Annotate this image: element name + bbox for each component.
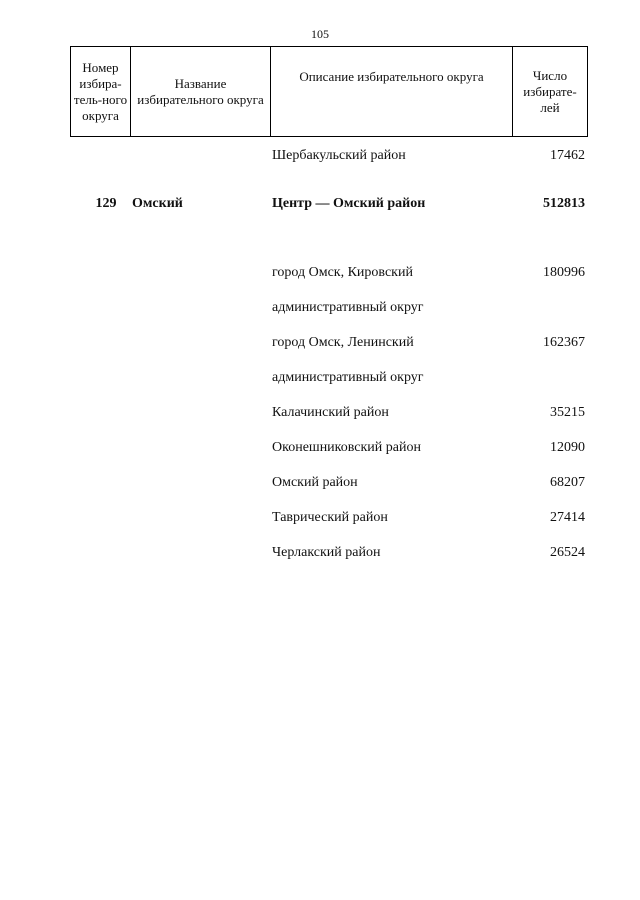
table-header	[70, 46, 588, 137]
header-district-number	[71, 47, 131, 137]
district-description: Центр — Омский район	[272, 196, 426, 211]
district-description: Калачинский район	[272, 405, 389, 420]
district-number: 129	[95, 196, 117, 211]
voters-count: 180996	[543, 265, 585, 280]
district-description: административный округ	[272, 300, 424, 315]
district-description: Омский район	[272, 475, 358, 490]
district-description: Оконешниковский район	[272, 440, 421, 455]
voters-count: 162367	[543, 335, 585, 350]
voters-count: 35215	[550, 405, 585, 420]
table-row	[0, 146, 640, 166]
voters-count: 12090	[550, 440, 585, 455]
voters-count: 26524	[550, 545, 585, 560]
table-row	[0, 194, 640, 214]
district-name: Омский	[132, 196, 183, 211]
header-voters-count	[513, 47, 588, 137]
district-description: административный округ	[272, 370, 424, 385]
table-row	[0, 508, 640, 528]
voters-count: 512813	[543, 196, 585, 211]
voters-count: 17462	[550, 148, 585, 163]
header-district-name-label: Название избирательного округа	[137, 75, 264, 107]
table-row	[0, 368, 640, 388]
district-description: Таврический район	[272, 510, 388, 525]
table-row	[0, 298, 640, 318]
voters-count: 27414	[550, 510, 585, 525]
voters-count: 68207	[550, 475, 585, 490]
table-row	[0, 403, 640, 423]
header-district-name	[131, 47, 271, 137]
table-row	[0, 438, 640, 458]
header-district-number-label: Номер избира-тель-ного округа	[73, 59, 128, 123]
district-description: Черлакский район	[272, 545, 381, 560]
header-district-description	[271, 47, 513, 137]
table-row	[0, 473, 640, 493]
header-voters-count-label: Число избирате-лей	[523, 67, 577, 115]
page-number: 105	[311, 27, 329, 41]
district-description: город Омск, Ленинский	[272, 335, 414, 350]
district-description: Шербакульский район	[272, 148, 406, 163]
table-row	[0, 263, 640, 283]
table-row	[0, 543, 640, 563]
table-row	[0, 333, 640, 353]
district-description: город Омск, Кировский	[272, 265, 413, 280]
header-district-description-label: Описание избирательного округа	[299, 69, 484, 84]
